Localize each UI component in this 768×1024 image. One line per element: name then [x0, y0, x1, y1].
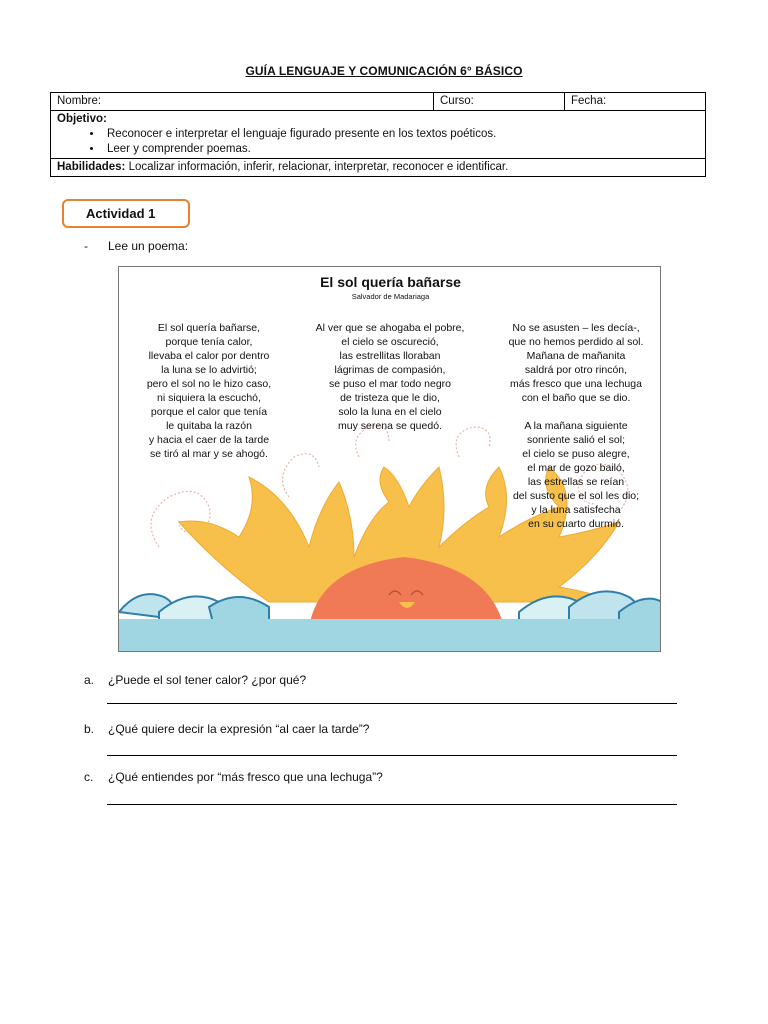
curso-cell[interactable]: [434, 93, 565, 111]
objetivo-item: • Leer y comprender poemas.: [103, 142, 699, 157]
question-letter: b.: [84, 722, 95, 736]
activity-label: Actividad 1: [62, 199, 190, 228]
objetivo-label: Objetivo:: [57, 113, 107, 125]
habilidades-cell: [51, 159, 706, 177]
poem-card: [118, 266, 661, 652]
curso-label: Curso:: [440, 95, 474, 107]
question-text: ¿Qué entiendes por “más fresco que una lechuga”?: [108, 770, 383, 784]
poem-stanza-3: No se asusten – les decía-, que no hemos perdido al sol. Mañana de mañanita saldrá por otro rincón, más fresco que una lechuga con el baño que se dio.: [508, 322, 644, 404]
poem-author: Salvador de Madariaga: [351, 292, 430, 301]
question-letter: c.: [84, 770, 94, 784]
question-letter: a.: [84, 673, 95, 687]
poem-stanza-1: El sol quería bañarse, porque tenía calor, llevaba el calor por dentro la luna se lo advirtió; pero el sol no le hizo caso, ni siquiera la escuchó, porque el calor que tenía le quitaba la razón y hacia el caer de la tarde se tiró al mar y se ahogó.: [146, 322, 272, 460]
sea: [119, 619, 661, 652]
poem-title: El sol quería bañarse: [320, 274, 461, 290]
answer-line-b[interactable]: [107, 755, 677, 756]
objetivo-item: • Reconocer e interpretar el lenguaje figurado presente en los textos poéticos.: [103, 127, 699, 142]
question-a: [84, 673, 306, 687]
poem-stanza-2: Al ver que se ahogaba el pobre, el cielo se oscureció, las estrellitas lloraban lágrimas de compasión, se puso el mar todo negro de tristeza que le dio, solo la luna en el cielo muy serena se quedó.: [315, 322, 465, 432]
answer-line-a[interactable]: [107, 703, 677, 704]
poem-stanza-4: A la mañana siguiente sonriente salió el sol; el cielo se puso alegre, el mar de gozo bailó, las estrellas se reían del susto que el sol les dio; y la luna satisfecha en su cuarto durmió.: [512, 420, 640, 530]
nombre-label: Nombre:: [57, 95, 102, 107]
objetivo-list: [57, 127, 699, 157]
question-text: ¿Qué quiere decir la expresión “al caer la tarde”?: [108, 722, 370, 736]
answer-line-c[interactable]: [107, 804, 677, 805]
question-text: ¿Puede el sol tener calor? ¿por qué?: [108, 673, 307, 687]
fecha-cell[interactable]: [565, 93, 706, 111]
fecha-label: Fecha:: [571, 95, 607, 107]
habilidades-label: Habilidades:: [57, 161, 126, 173]
habilidades-text: Localizar información, inferir, relacionar, interpretar, reconocer e identificar.: [128, 161, 509, 173]
student-info-table: [50, 92, 706, 177]
question-b: [84, 722, 369, 736]
document-title: GUÍA LENGUAJE Y COMUNICACIÓN 6° BÁSICO: [245, 64, 523, 78]
instruction-text: Lee un poema:: [108, 239, 189, 253]
instruction-marker: -: [84, 239, 88, 253]
nombre-cell[interactable]: [51, 93, 434, 111]
instruction: [84, 239, 188, 253]
question-c: [84, 770, 383, 784]
objetivo-cell: [51, 111, 706, 159]
